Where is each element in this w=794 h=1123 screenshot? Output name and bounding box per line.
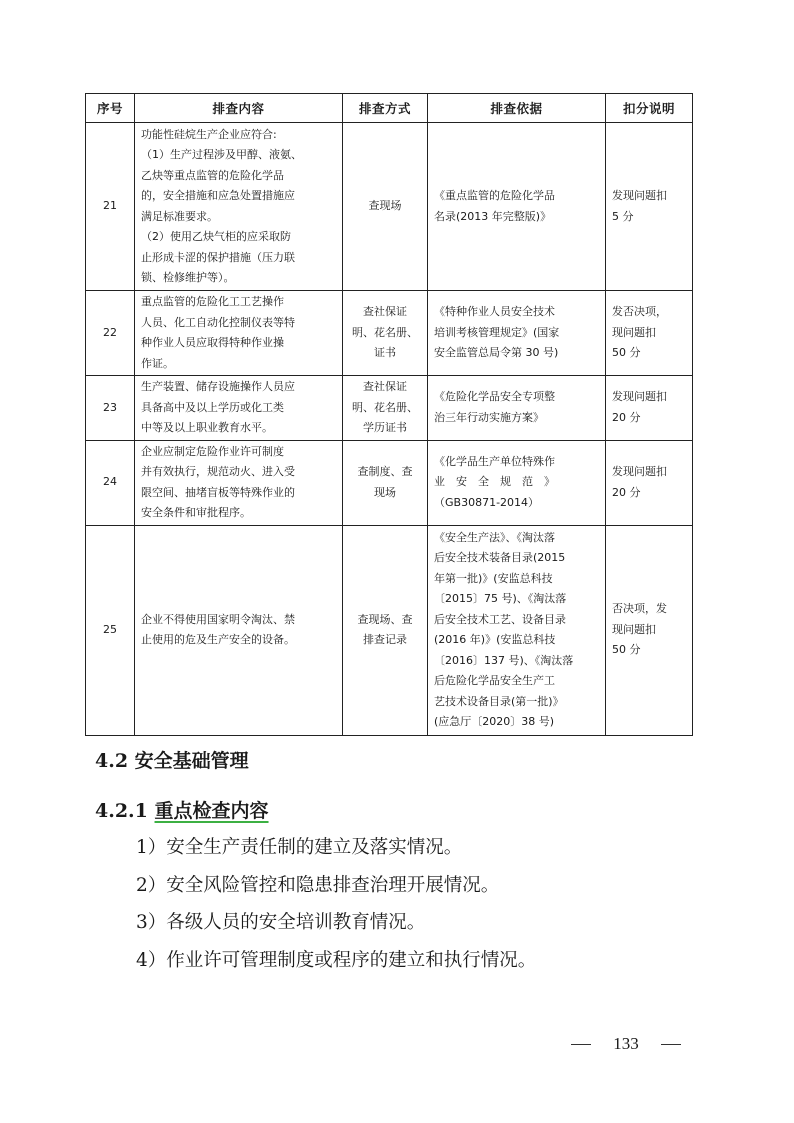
deduction-note: 发现问题扣 5 分: [606, 123, 693, 291]
row-number: 21: [86, 123, 135, 291]
check-content: 企业应制定危险作业许可制度 并有效执行，规范动火、进入受 限空间、抽堵盲板等特殊作业的 安全条件和审批程序。: [135, 440, 343, 525]
check-basis: 《化学品生产单位特殊作 业 安 全 规 范 》 （GB30871-2014）: [428, 440, 606, 525]
check-content: 企业不得使用国家明令淘汰、禁 止使用的危及生产安全的设备。: [135, 525, 343, 735]
check-content: 功能性硅烷生产企业应符合: （1）生产过程涉及甲醇、液氨、 乙炔等重点监管的危险化学品 的，安全措施和应急处置措施应 满足标准要求。 （2）使用乙炔气柜的应采取防 止形成卡涩的保护措施（压力联 锁、检修维护等）。: [135, 123, 343, 291]
table-row: [86, 525, 693, 735]
check-method: 查现场、查 排查记录: [343, 525, 428, 735]
check-basis: 《特种作业人员安全技术 培训考核管理规定》(国家 安全监管总局令第 30 号): [428, 291, 606, 376]
check-basis: 《危险化学品安全专项整 治三年行动实施方案》: [428, 376, 606, 441]
check-method: 查社保证 明、花名册、 学历证书: [343, 376, 428, 441]
table-row: [86, 123, 693, 291]
check-content: 重点监管的危险化工工艺操作 人员、化工自动化控制仪表等特 种作业人员应取得特种作业操 作证。: [135, 291, 343, 376]
check-method: 查现场: [343, 123, 428, 291]
footer-dash-right: [661, 1044, 681, 1045]
subsection-heading: [95, 796, 269, 826]
footer-dash-left: [571, 1044, 591, 1045]
row-number: 23: [86, 376, 135, 441]
deduction-note: 发现问题扣 20 分: [606, 440, 693, 525]
header-method: 排查方式: [343, 94, 428, 123]
check-item: 1）安全生产责任制的建立及落实情况。: [136, 837, 463, 858]
check-basis: 《安全生产法》、《淘汰落 后安全技术装备目录(2015 年第一批)》(安监总科技 〔2015〕75 号)、《淘汰落 后安全技术工艺、设备目录 (2016 年)》(安监总科技 〔2016〕137 号)、《淘汰落 后危险化学品安全生产工 艺技术设备目录(第一批)》 (应急厅〔2020〕38 号): [428, 525, 606, 735]
deduction-note: 发否决项， 现问题扣 50 分: [606, 291, 693, 376]
row-number: 25: [86, 525, 135, 735]
header-no: 序号: [86, 94, 135, 123]
page-number: 133: [613, 1034, 639, 1053]
check-item: 2）安全风险管控和隐患排查治理开展情况。: [136, 875, 500, 896]
section-heading: 4.2 安全基础管理: [95, 750, 249, 772]
check-basis: 《重点监管的危险化学品 名录(2013 年完整版)》: [428, 123, 606, 291]
check-item: 4）作业许可管理制度或程序的建立和执行情况。: [136, 950, 537, 971]
check-method: 查社保证 明、花名册、 证书: [343, 291, 428, 376]
table-row: [86, 440, 693, 525]
header-content: 排查内容: [135, 94, 343, 123]
table-row: [86, 291, 693, 376]
check-content: 生产装置、储存设施操作人员应 具备高中及以上学历或化工类 中等及以上职业教育水平。: [135, 376, 343, 441]
row-number: 24: [86, 440, 135, 525]
page-footer: [571, 1032, 681, 1056]
check-item: 3）各级人员的安全培训教育情况。: [136, 912, 426, 933]
table-header-row: [86, 94, 693, 123]
row-number: 22: [86, 291, 135, 376]
check-method: 查制度、查 现场: [343, 440, 428, 525]
deduction-note: 发现问题扣 20 分: [606, 376, 693, 441]
inspection-table: [85, 93, 693, 736]
table-row: [86, 376, 693, 441]
subsection-number: 4.2.1: [95, 800, 148, 822]
deduction-note: 否决项，发 现问题扣 50 分: [606, 525, 693, 735]
header-basis: 排查依据: [428, 94, 606, 123]
header-deduction: 扣分说明: [606, 94, 693, 123]
subsection-title: 重点检查内容: [154, 800, 269, 822]
